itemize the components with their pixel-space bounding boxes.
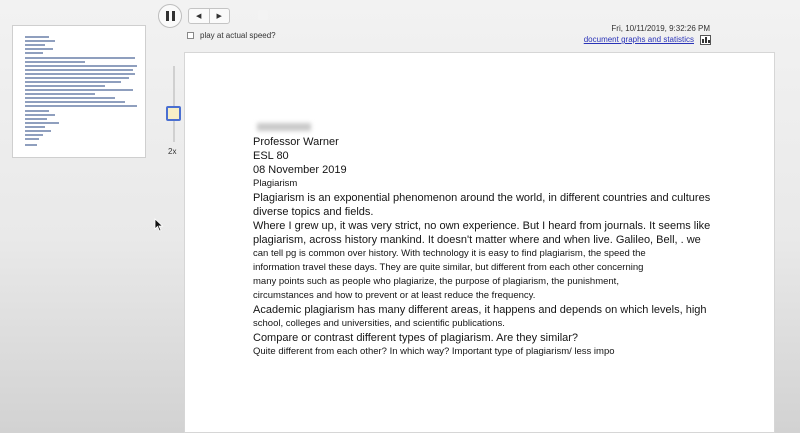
redacted-student-name: [257, 123, 311, 131]
document-line: plagiarism, across history mankind. It doesn't matter where and when live. Galileo, Bell, . we: [253, 234, 701, 246]
speed-slider-track[interactable]: [173, 66, 175, 142]
document-line: Professor Warner: [253, 136, 339, 148]
step-back-icon: ◀: [196, 13, 202, 20]
document-line: Compare or contrast different types of plagiarism. Are they similar?: [253, 332, 579, 344]
document-line: ESL 80: [253, 150, 289, 162]
document-line: many points such as people who plagiarize, the purpose of plagiarism, the punishment,: [253, 276, 619, 287]
step-forward-button[interactable]: [209, 9, 230, 23]
step-controls: [188, 8, 230, 24]
speed-slider-knob[interactable]: [166, 106, 181, 121]
document-line: Quite different from each other? In which way? Important type of plagiarism/ less impo: [253, 346, 615, 357]
document-body: [253, 135, 763, 359]
pause-icon: [166, 11, 169, 21]
play-actual-speed-option[interactable]: [187, 31, 276, 40]
mouse-cursor-icon: [154, 218, 164, 232]
document-line: school, colleges and universities, and scientific publications.: [253, 318, 505, 329]
timestamp: Fri, 10/11/2019, 9:32:26 PM: [611, 24, 710, 33]
document-line: Plagiarism is an exponential phenomenon around the world, in different countries and cultures: [253, 192, 711, 204]
document-line: diverse topics and fields.: [253, 206, 374, 218]
step-forward-icon: ▶: [216, 13, 222, 20]
play-actual-speed-checkbox[interactable]: [187, 32, 194, 39]
extra-control-button[interactable]: [258, 10, 268, 20]
step-back-button[interactable]: [189, 9, 209, 23]
document-page: [184, 52, 775, 433]
document-line: Where I grew up, it was very strict, no own experience. But I heard from journals. It seems like: [253, 220, 711, 232]
speed-value: 2x: [168, 147, 177, 156]
document-line: Academic plagiarism has many different areas, it happens and depends on which levels, high: [253, 304, 707, 316]
document-stats-link[interactable]: document graphs and statistics: [583, 35, 694, 44]
chart-icon[interactable]: [700, 35, 711, 45]
document-thumbnail[interactable]: [12, 25, 146, 158]
document-line: 08 November 2019: [253, 164, 347, 176]
play-actual-speed-label: play at actual speed?: [200, 31, 276, 40]
document-line: circumstances and how to prevent or at least reduce the frequency.: [253, 290, 536, 301]
document-line: can tell pg is common over history. With technology it is easy to find plagiarism, the speed the: [253, 248, 646, 259]
pause-button[interactable]: [158, 4, 182, 28]
document-line: information travel these days. They are quite similar, but different from each other concerning: [253, 262, 644, 273]
document-line: Plagiarism: [253, 178, 298, 189]
